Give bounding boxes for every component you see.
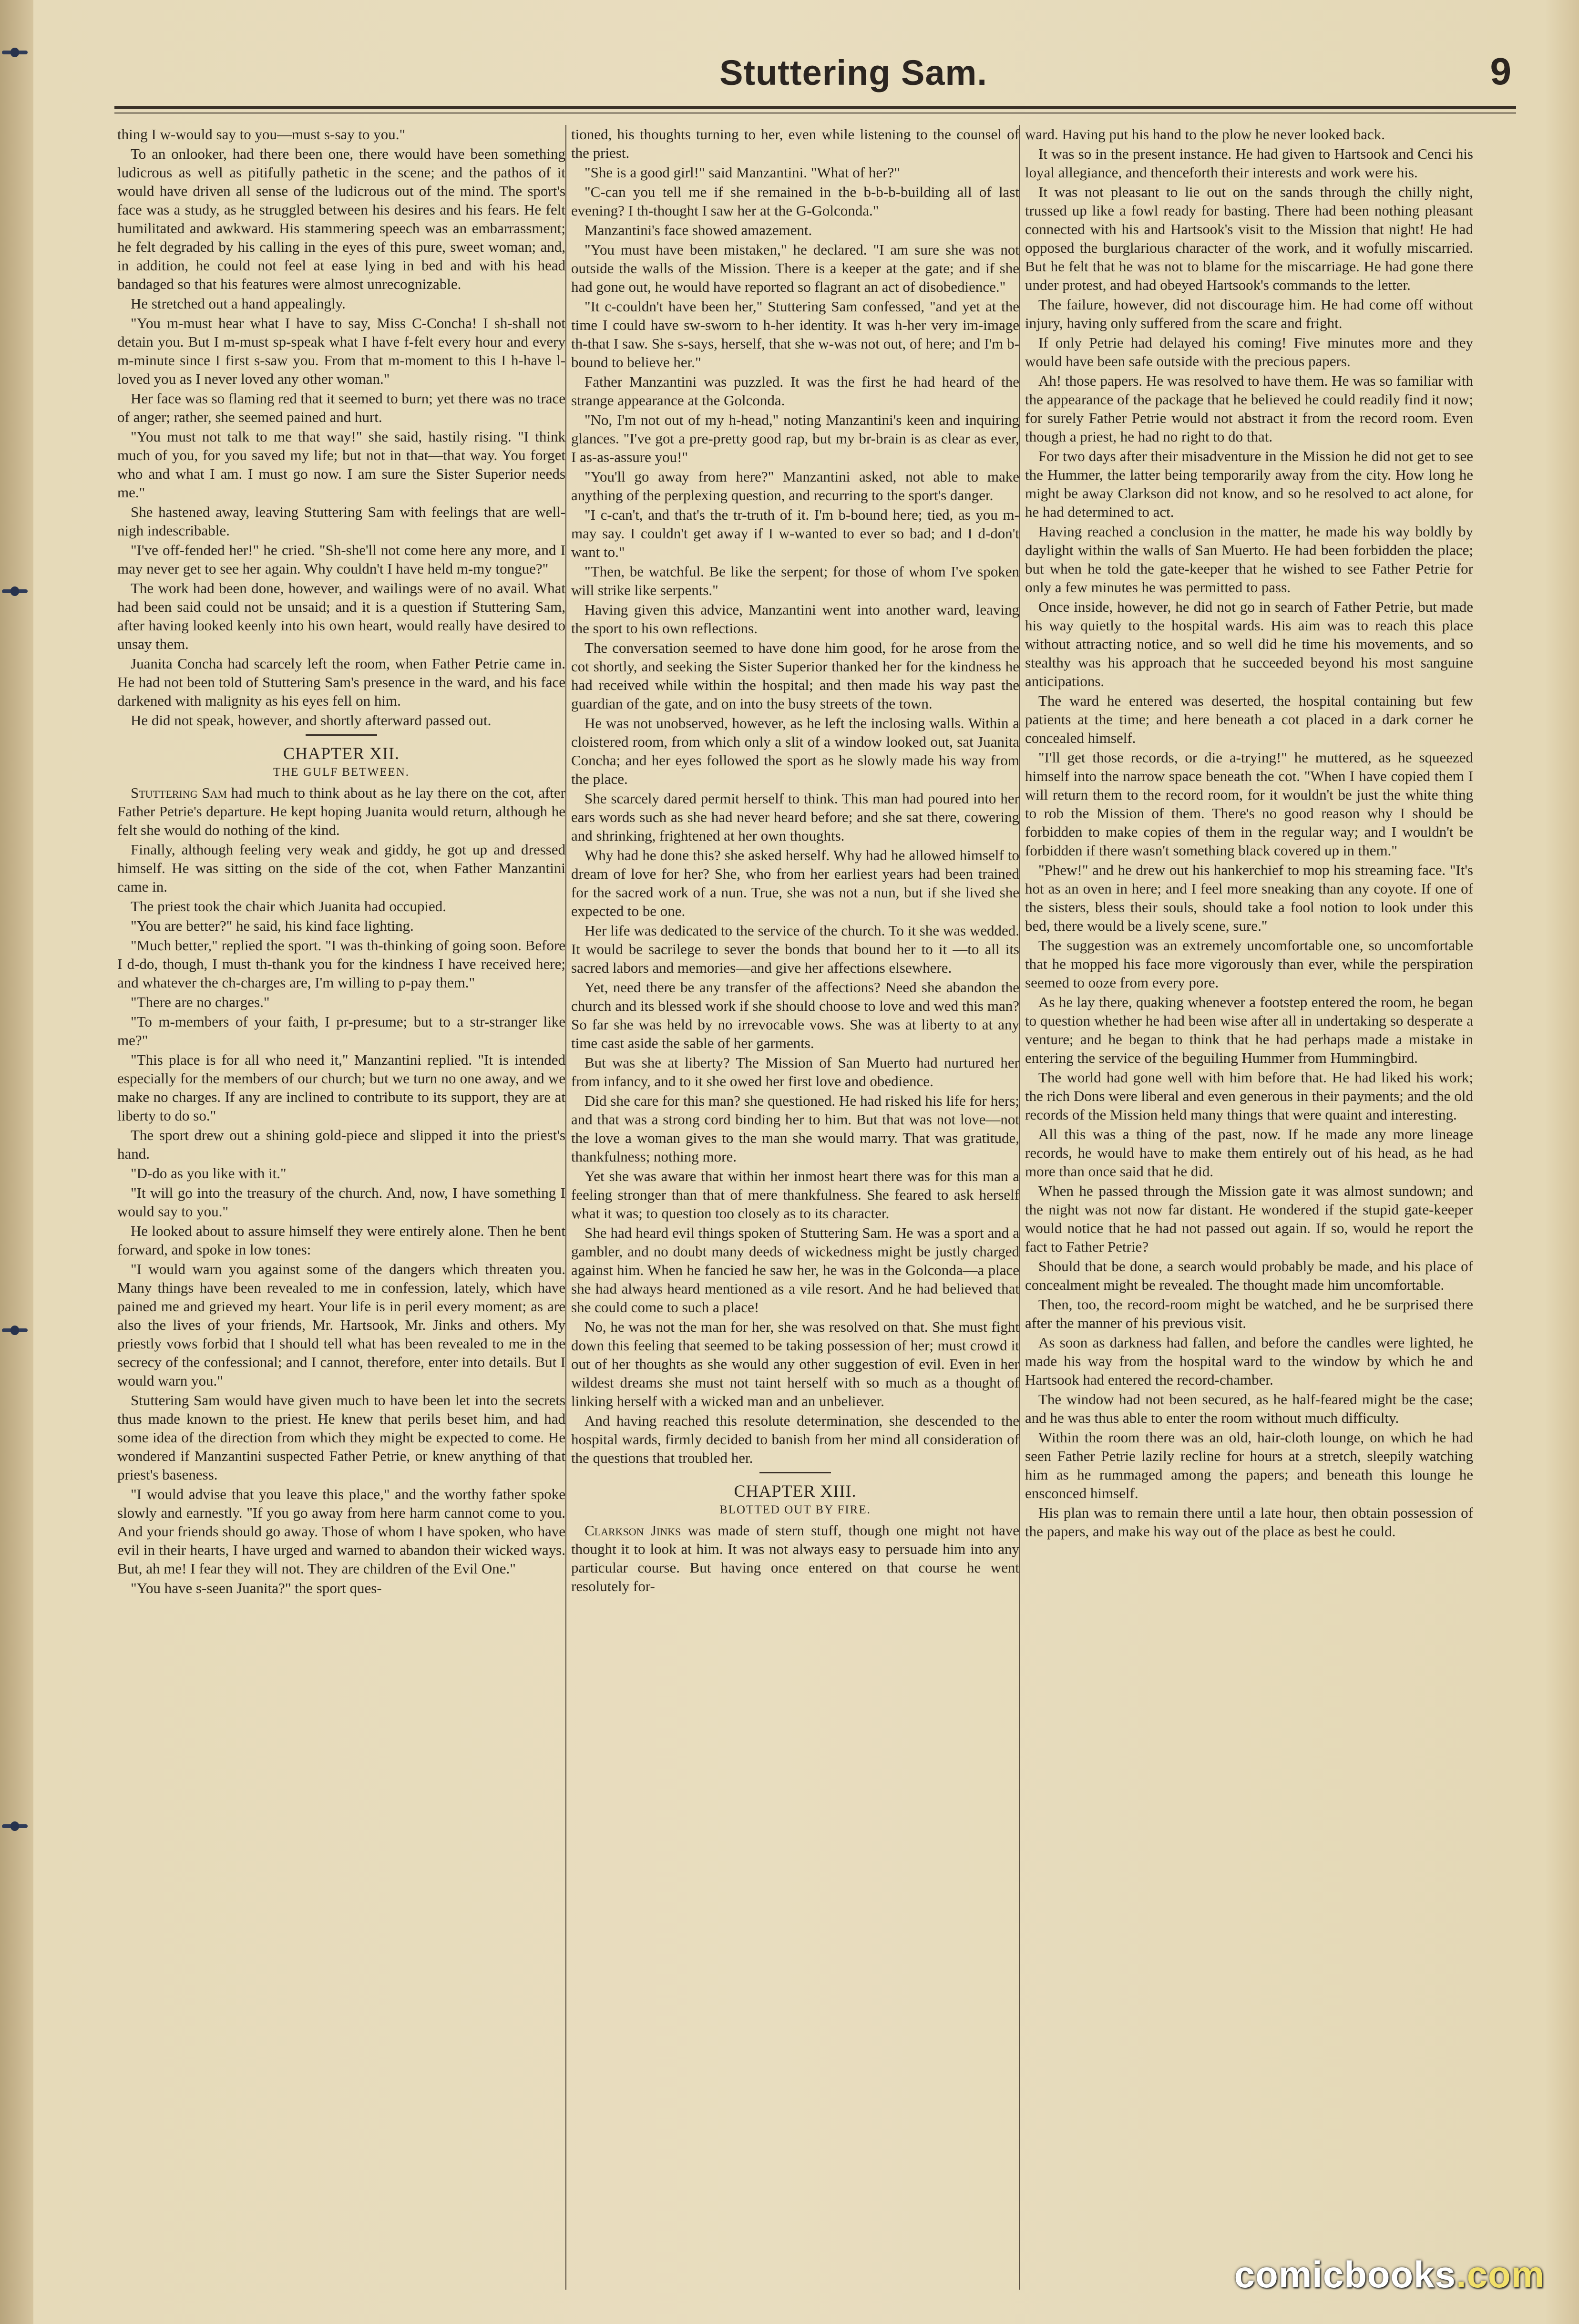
paragraph-text: Having reached a conclusion in the matter, he made his way boldly by daylight within the walls of San Muerto. He had been forbidden the place; but when he told the gate-keeper that he wished to see Father Petrie for only a few minutes he was permitted to pass.: [1025, 523, 1473, 596]
paragraph-text: "Then, be watchful. Be like the serpent; for those of whom I've spoken will strike like serpents.": [571, 563, 1019, 598]
paragraph: [1025, 1333, 1473, 1389]
paragraph: [117, 1485, 565, 1578]
chapter-number: CHAPTER XIII.: [734, 1481, 857, 1501]
paragraph: [571, 505, 1019, 561]
paragraph-text: "I would warn you against some of the dangers which threaten you. Many things have been revealed to me in confession, lately, which have pained me and grieved my heart. Your life is in peril every moment; as are also the lives of your friends, Mr. Hartsook, Mr. Jinks and others. My priestly vows forbid that I should tell what has been revealed to me in the secrecy of the confessional; and I cannot, therefore, enter into details. But I would warn you.": [117, 1261, 565, 1389]
paragraph: [117, 1050, 565, 1125]
paragraph: [571, 297, 1019, 371]
paragraph-text: She hastened away, leaving Stuttering Sam with feelings that are well-nigh indescribable.: [117, 504, 565, 539]
paragraph: [1025, 371, 1473, 446]
paragraph: [1025, 748, 1473, 860]
page-number: 9: [1490, 50, 1511, 93]
paragraph-text: Ah! those papers. He was resolved to have them. He was so familiar with the appearance of the package that he believed he could readily find it now; for surely Father Petrie would not abstract it from the record room. Even though a priest, he had no right to do that.: [1025, 372, 1473, 445]
paragraph: [1025, 1428, 1473, 1502]
paragraph-text: tioned, his thoughts turning to her, even while listening to the counsel of the priest.: [571, 126, 1019, 161]
paragraph-text: "She is a good girl!" said Manzantini. "What of her?": [584, 164, 900, 181]
header-rule: [114, 106, 1516, 109]
paragraph: [571, 1167, 1019, 1223]
paragraph-text: For two days after their misadventure in the Mission he did not get to see the Hummer, the latter being temporarily away from the city. How long he might be away Clarkson did not know, and so he resolved to act alone, for he had determined to act.: [1025, 448, 1473, 520]
column-divider: [565, 125, 566, 2290]
paragraph: [117, 993, 565, 1011]
paragraph-text: No, he was not the man for her, she was resolved on that. She must fight down this feeling that seemed to be taking possession of her; must crowd it out of her thoughts as she would any other suggestion of evil. Even in her wildest dreams she must not taint herself with so much as a thought of linking herself with a wicked man and an unbeliever.: [571, 1318, 1019, 1409]
paragraph-text: And having reached this resolute determination, she descended to the hospital wards, firmly decided to banish from her mind all consideration of the questions that troubled her.: [571, 1412, 1019, 1466]
paragraph-text: "This place is for all who need it," Manzantini replied. "It is intended especially for the members of our church; but we turn no one away, and we make no charges. If any are inclined to contribute to its support, they are at liberty to do so.": [117, 1051, 565, 1124]
paragraph: [117, 783, 565, 839]
paragraph: [1025, 333, 1473, 370]
paragraph: [571, 240, 1019, 296]
paragraph-text: "To m-members of your faith, I pr-presume; but to a str-stranger like me?": [117, 1013, 565, 1049]
binding-tack-icon: [2, 48, 28, 57]
paragraph: [117, 427, 565, 502]
paragraph-text: The world had gone well with him before that. He had liked his work; the rich Dons were liberal and even generous in their payments; and the old records of the Mission held many things that were quaint and interesting.: [1025, 1069, 1473, 1123]
paragraph: [571, 1317, 1019, 1410]
binding-edge: [0, 0, 33, 2324]
paragraph-text: "There are no charges.": [131, 994, 270, 1010]
paragraph: [117, 541, 565, 578]
paragraph: [1025, 447, 1473, 521]
paragraph: [571, 600, 1019, 638]
paragraph: [1025, 1295, 1473, 1332]
binding-tack-icon: [2, 1326, 28, 1335]
paragraph-text: "It c-couldn't have been her," Stuttering Sam confessed, "and yet at the time I could have sw-sworn to h-her identity. It was h-her very im-image th-that I saw. She s-says, herself, that she w-was not out, of here; and I'm b-bound to believe her.": [571, 298, 1019, 370]
paragraph: [571, 1224, 1019, 1316]
section-rule: [759, 1472, 831, 1473]
paragraph-text: He looked about to assure himself they were entirely alone. Then he bent forward, and spoke in low tones:: [117, 1223, 565, 1258]
paragraph: [571, 163, 1019, 182]
paragraph-text: Did she care for this man? she questioned. He had risked his life for hers; and that was a strong cord binding her to him. But that was not love—not the love a woman gives to the man she would marry. That was gratitude, thankfulness; nothing more.: [571, 1092, 1019, 1165]
paragraph: [571, 714, 1019, 788]
paragraph-text: Juanita Concha had scarcely left the room, when Father Petrie came in. He had not been told of Stuttering Sam's presence in the ward, and his face darkened with malignity as his eyes fell on him.: [117, 655, 565, 709]
paragraph-text: But was she at liberty? The Mission of San Muerto had nurtured her from infancy, and to it she owed her first love and obedience.: [571, 1054, 1019, 1090]
paragraph: [1025, 522, 1473, 596]
paragraph: [117, 936, 565, 992]
paragraph-text: "It will go into the treasury of the church. And, now, I have something I would say to you.": [117, 1184, 565, 1220]
paragraph-text: Within the room there was an old, hair-cloth lounge, on which he had seen Father Petrie lazily recline for hours at a stretch, sleepily watching him as he rummaged among the papers; and beneath this lounge he ensconced himself.: [1025, 1429, 1473, 1501]
paragraph: [571, 846, 1019, 920]
paragraph: [571, 467, 1019, 504]
paragraph-lead-in: Stuttering Sam: [131, 784, 227, 801]
paragraph: [117, 1579, 565, 1597]
paragraph: [1025, 1390, 1473, 1427]
paragraph: [571, 1411, 1019, 1467]
chapter-title: THE GULF BETWEEN.: [273, 766, 410, 779]
paragraph-text: His plan was to remain there until a late hour, then obtain possession of the papers, and make his way out of the place as best he could.: [1025, 1504, 1473, 1540]
paragraph: [117, 897, 565, 915]
paragraph-text: "I c-can't, and that's the tr-truth of it. I'm b-bound here; tied, as you m-may say. I couldn't get away if I w-wanted to ever so bad; and I d-don't want to.": [571, 506, 1019, 560]
paragraph-text: The work had been done, however, and wailings were of no avail. What had been said could not be unsaid; and it is a question if Stuttering Sam, after having looked keenly into his own heart, would really have desired to unsay them.: [117, 580, 565, 652]
paragraph: [117, 125, 565, 144]
paragraph: [571, 221, 1019, 239]
paragraph: [1025, 144, 1473, 182]
paragraph: [1025, 597, 1473, 690]
paragraph: [571, 125, 1019, 162]
paragraph-text: It was not pleasant to lie out on the sands through the chilly night, trussed up like a fowl ready for basting. There had been nothing pleasant connected with his and Hartsook's visit to the Mission that night! He had opposed the burglarious character of the work, and it wofully miscarried. But he felt that he was not to blame for the miscarriage. He had gone there under protest, and had obeyed Hartsook's commands to the letter.: [1025, 184, 1473, 293]
watermark-tld: .com: [1456, 2253, 1545, 2295]
chapter-number: CHAPTER XII.: [283, 744, 400, 763]
paragraph-text: He was not unobserved, however, as he left the inclosing walls. Within a cloistered room, from which only a slit of a window looked out, sat Juanita Concha; and her eyes followed the sport as he slowly made his way from the place.: [571, 715, 1019, 787]
paragraph: [117, 654, 565, 710]
paragraph-lead-in: Clarkson Jinks: [584, 1522, 681, 1539]
text-column-2: [571, 125, 1019, 2290]
paragraph: [571, 789, 1019, 845]
paragraph-text: "You have s-seen Juanita?" the sport ques-: [131, 1580, 382, 1596]
paragraph: [571, 1091, 1019, 1166]
paragraph: [117, 916, 565, 935]
paragraph-text: thing I w-would say to you—must s-say to you.": [117, 126, 406, 143]
paragraph-text: "Phew!" and he drew out his hankerchief to mop his streaming face. "It's hot as an oven in here; and I feel more sneaking than any coyote. If one of the sisters, bless their souls, should take a fool notion to look under this bed, there would be a lively scene, sure.": [1025, 862, 1473, 934]
text-column-3: [1025, 125, 1473, 2290]
paragraph-text: If only Petrie had delayed his coming! Five minutes more and they would have been safe outside with the precious papers.: [1025, 334, 1473, 370]
paragraph-text: Yet she was aware that within her inmost heart there was for this man a feeling stronger than that of mere thankfulness. She feared to ask herself what it was; to question too closely as to its character.: [571, 1168, 1019, 1222]
paragraph: [571, 1521, 1019, 1595]
chapter-heading: [571, 1482, 1019, 1519]
paragraph-text: "I've off-fended her!" he cried. "Sh-she'll not come here any more, and I may never get to see her again. Why couldn't I have held m-my tongue?": [117, 542, 565, 577]
paragraph: [117, 1222, 565, 1259]
paragraph-text: Finally, although feeling very weak and giddy, he got up and dressed himself. He was sitting on the side of the cot, when Father Manzantini came in.: [117, 841, 565, 895]
paragraph-text: "You are better?" he said, his kind face lighting.: [131, 917, 414, 934]
paragraph: [117, 1183, 565, 1221]
paragraph-text: As soon as darkness had fallen, and before the candles were lighted, he made his way from the hospital ward to the window by which he and Hartsook had entered the record-chamber.: [1025, 1334, 1473, 1388]
paragraph-text: She scarcely dared permit herself to think. This man had poured into her ears words such as she had never heard before; and she sat there, cowering and shrinking, frightened at her own thoughts.: [571, 790, 1019, 844]
paragraph: [571, 1053, 1019, 1090]
chapter-heading: [117, 744, 565, 782]
paragraph-text: The window had not been secured, as he half-feared might be the case; and he was thus able to enter the room without much difficulty.: [1025, 1391, 1473, 1426]
paragraph: [571, 921, 1019, 977]
paragraph-text: "You'll go away from here?" Manzantini asked, not able to make anything of the perplexing question, and recurring to the sport's danger.: [571, 468, 1019, 504]
paragraph: [1025, 993, 1473, 1067]
paragraph-text: "I would advise that you leave this place," and the worthy father spoke slowly and earnestly. "If you go away from here harm cannot come to you. And your friends should go away. Those of whom I have spoken, who have evil in their hearts, I have urged and warned to abandon their wicked ways. But, ah me! I fear they will not. They are children of the Evil One.": [117, 1486, 565, 1577]
paragraph-text: The sport drew out a shining gold-piece and slipped it into the priest's hand.: [117, 1127, 565, 1162]
paragraph-text: ward. Having put his hand to the plow he never looked back.: [1025, 126, 1385, 143]
page-header: [114, 52, 1516, 105]
running-title: Stuttering Sam.: [719, 53, 987, 93]
paragraph-text: "D-do as you like with it.": [131, 1165, 287, 1182]
paragraph: [571, 411, 1019, 466]
paragraph-text: The priest took the chair which Juanita had occupied.: [131, 898, 446, 915]
paragraph-text: Why had he done this? she asked herself. Why had he allowed himself to dream of love for her? She, who from her earliest years had been trained for the sacred work of a nun. True, she was not a nun, but if she lived she expected to be one.: [571, 847, 1019, 919]
paragraph-text: Yet, need there be any transfer of the affections? Need she abandon the church and its blessed work if she should choose to love and wed this man? So far she was held by no irrevocable vows. She was at liberty to at any time cast aside the sable of her garments.: [571, 979, 1019, 1051]
paragraph: [117, 1164, 565, 1183]
paragraph: [117, 1391, 565, 1484]
paragraph-text: Manzantini's face showed amazement.: [584, 222, 812, 238]
paragraph: [1025, 861, 1473, 935]
watermark-brand: comicbooks: [1234, 2253, 1456, 2295]
paragraph: [1025, 125, 1473, 144]
paragraph-text: Once inside, however, he did not go in search of Father Petrie, but made his way quietly to the hospital wards. His aim was to reach this place without attracting notice, and so well did he time his movements, and so stealthy was his approach that he succeeded beyond his most sanguine anticipations.: [1025, 598, 1473, 689]
paragraph: [1025, 1068, 1473, 1124]
paragraph: [1025, 295, 1473, 332]
paragraph: [1025, 183, 1473, 294]
paragraph-text: The failure, however, did not discourage him. He had come off without injury, having only suffered from the scare and fright.: [1025, 296, 1473, 331]
watermark: [1234, 2253, 1545, 2296]
paragraph: [1025, 1503, 1473, 1541]
paragraph: [117, 294, 565, 313]
paragraph-text: Father Manzantini was puzzled. It was the first he had heard of the strange appearance at the Golconda.: [571, 373, 1019, 409]
binding-tack-icon: [2, 586, 28, 596]
paragraph-text: As he lay there, quaking whenever a footstep entered the room, he began to question whether he had been wise after all in undertaking so desperate a venture; and he began to think that he had perhaps made a mistake in entering the service of the beguiling Hummer from Hummingbird.: [1025, 994, 1473, 1066]
paragraph-text: Should that be done, a search would probably be made, and his place of concealment might be revealed. The thought made him uncomfortable.: [1025, 1258, 1473, 1293]
paragraph-text: "Much better," replied the sport. "I was th-thinking of going soon. Before I d-do, though, I must th-thank you for the kindness I have received here; and whatever the ch-charges are, I'm willing to p-pay them.": [117, 937, 565, 991]
paragraph-text: When he passed through the Mission gate it was almost sundown; and the night was not now far distant. He wondered if the stupid gate-keeper would notice that he had not passed out again. If so, would he report the fact to Father Petrie?: [1025, 1183, 1473, 1255]
paragraph: [117, 1012, 565, 1049]
paragraph: [117, 389, 565, 426]
paragraph-text: He stretched out a hand appealingly.: [131, 295, 346, 312]
column-divider: [1019, 125, 1020, 2290]
paragraph: [571, 978, 1019, 1052]
chapter-title: BLOTTED OUT BY FIRE.: [719, 1503, 871, 1516]
paragraph: [117, 579, 565, 653]
paragraph-text: All this was a thing of the past, now. If he made any more lineage records, he would have to make them entirely out of his head, as he had more than once said that he did.: [1025, 1126, 1473, 1180]
paragraph-text: had much to think about as he lay there on the cot, after Father Petrie's departure. He kept hoping Juanita would return, although he felt she would do nothing of the kind.: [117, 784, 565, 838]
binding-tack-icon: [2, 1821, 28, 1831]
paragraph-text: She had heard evil things spoken of Stuttering Sam. He was a sport and a gambler, and no doubt many deeds of wickedness might be justly charged against him. When he fancied he saw her, he was in the Golconda—a place she had always heard mentioned as a vile resort. And he had believed that she could come to such a place!: [571, 1224, 1019, 1316]
paragraph: [117, 144, 565, 293]
paragraph-text: was made of stern stuff, though one might not have thought it to look at him. It was not always easy to persuade him into any particular course. But having once entered on that course he went resolutely for-: [571, 1522, 1019, 1594]
section-rule: [306, 734, 377, 736]
paragraph: [117, 1260, 565, 1390]
paragraph: [571, 638, 1019, 713]
paragraph: [1025, 1257, 1473, 1294]
text-column-1: [117, 125, 565, 2290]
paragraph-text: Then, too, the record-room might be watched, and he be surprised there after the manner of his previous visit.: [1025, 1296, 1473, 1331]
paragraph: [1025, 1182, 1473, 1256]
paragraph: [571, 562, 1019, 599]
paragraph: [1025, 936, 1473, 992]
paragraph-text: "C-can you tell me if she remained in the b-b-b-building all of last evening? I th-thought I saw her at the G-Golconda.": [571, 184, 1019, 219]
paragraph: [571, 183, 1019, 220]
paragraph-text: To an onlooker, had there been one, there would have been something ludicrous as well as pitifully pathetic in the scene; and the pathos of it would have driven all sense of the ludicrous out of the mind. The sport's face was a study, as he struggled between his desires and his fears. He felt humilitated and awkward. His stammering speech was an embarrassment; he felt degraded by his calling in the eyes of this pure, sweet woman; and, in addition, he could not feel at ease lying in bed and with his head bandaged so that his features were almost unrecognizable.: [117, 145, 565, 292]
paragraph-text: Her face was so flaming red that it seemed to burn; yet there was no trace of anger; rather, she seemed pained and hurt.: [117, 390, 565, 425]
paragraph: [571, 372, 1019, 410]
paragraph: [117, 840, 565, 896]
paragraph: [117, 314, 565, 388]
paragraph-text: "I'll get those records, or die a-trying!" he muttered, as he squeezed himself into the narrow space beneath the cot. "When I have copied them I will return them to the record room, for it wouldn't be just the white thing to rob the Mission of them. There's no good reason why I should be forbidden to make copies of them in the regular way; and I wouldn't be forbidden if there wasn't something black covered up in them.": [1025, 749, 1473, 859]
paragraph-text: "You m-must hear what I have to say, Miss C-Concha! I sh-shall not detain you. But I m-must sp-speak what I have f-felt every hour and every m-minute since I first s-saw you. From that m-moment to this I h-have l-loved you as I never loved any other woman.": [117, 315, 565, 387]
paragraph-text: "No, I'm not out of my h-head," noting Manzantini's keen and inquiring glances. "I've got a pre-pretty good rap, but my br-brain is as clear as ever, I as-as-assure you!": [571, 411, 1019, 465]
paragraph-text: The conversation seemed to have done him good, for he arose from the cot shortly, and seeking the Sister Superior thanked her for the kindness he had received while within the hospital; and then made his way past the guardian of the gate, and on into the busy streets of the town.: [571, 639, 1019, 712]
paragraph-text: It was so in the present instance. He had given to Hartsook and Cenci his loyal allegiance, and thenceforth their interests and work were his.: [1025, 145, 1473, 181]
paragraph: [117, 503, 565, 540]
paragraph-text: The suggestion was an extremely uncomfortable one, so uncomfortable that he mopped his face more vigorously than ever, while the perspiration seemed to ooze from every pore.: [1025, 937, 1473, 991]
paragraph: [1025, 691, 1473, 747]
paragraph-text: He did not speak, however, and shortly afterward passed out.: [131, 712, 492, 729]
paragraph-text: Her life was dedicated to the service of the church. To it she was wedded. It would be sacrilege to sever the bonds that bound her to it —to all its sacred labors and memories—and give her affections elsewhere.: [571, 922, 1019, 976]
paragraph-text: Having given this advice, Manzantini went into another ward, leaving the sport to his own reflections.: [571, 601, 1019, 637]
paragraph: [1025, 1125, 1473, 1181]
paragraph-text: "You must have been mistaken," he declared. "I am sure she was not outside the walls of the Mission. There is a keeper at the gate; and if she had gone out, he would have reported so flagrant an act of disobedience.": [571, 241, 1019, 295]
paragraph: [117, 1126, 565, 1163]
paragraph-text: The ward he entered was deserted, the hospital containing but few patients at the time; and here beneath a cot placed in a dark corner he concealed himself.: [1025, 692, 1473, 746]
paragraph-text: "You must not talk to me that way!" she said, hastily rising. "I think much of you, for you saved my life; but not in that—that way. You forget who and what I am. I must go now. I am sure the Sister Superior needs me.": [117, 428, 565, 501]
paragraph: [117, 711, 565, 730]
paragraph-text: Stuttering Sam would have given much to have been let into the secrets thus made known to the priest. He knew that perils beset him, and had some idea of the direction from which they might be expected to come. He wondered if Manzantini suspected Father Petrie, or knew anything of that priest's baseness.: [117, 1392, 565, 1483]
